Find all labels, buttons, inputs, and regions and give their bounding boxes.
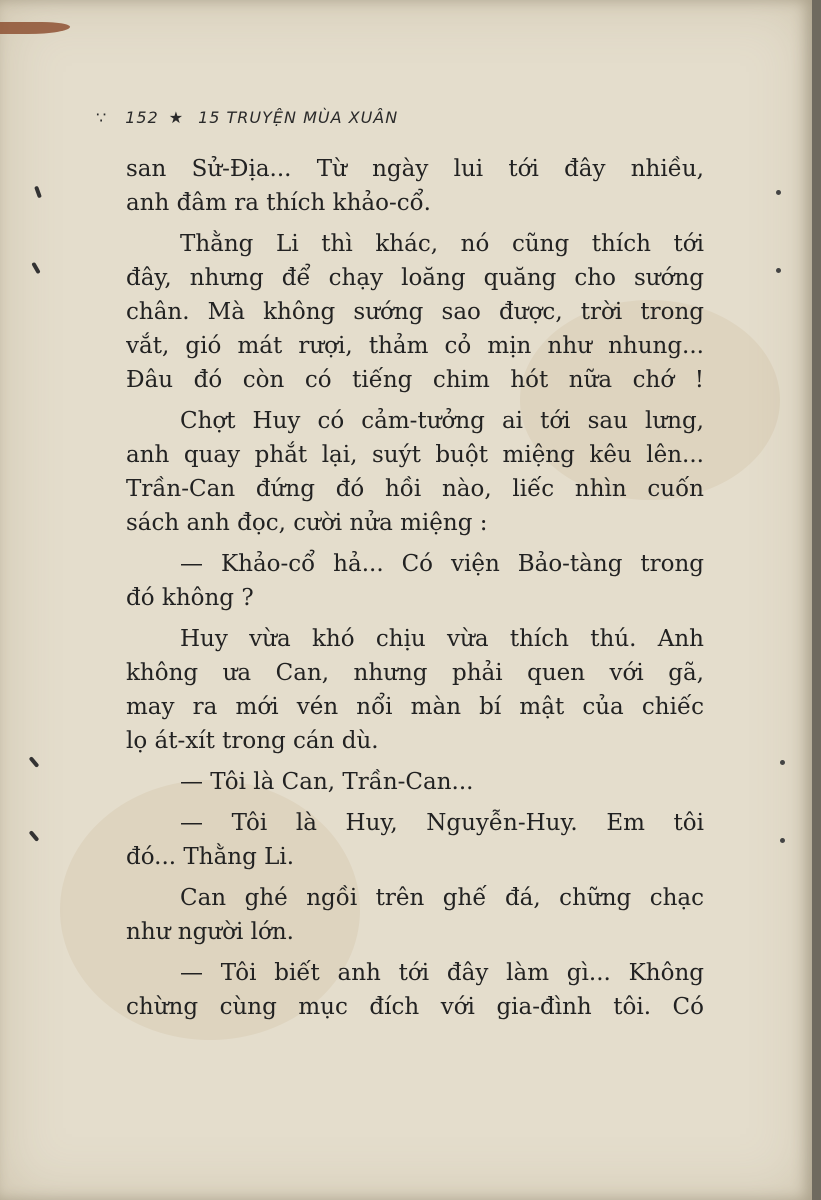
body-text (126, 152, 704, 1024)
text-line: không ưa Can, nhưng phải quen với gã, (126, 660, 704, 686)
binding-hole-dot (780, 760, 785, 765)
text-line: — Tôi là Can, Trần-Can... (180, 769, 474, 795)
text-line: lọ át-xít trong cán dù. (126, 728, 379, 754)
binding-hole-dot (780, 838, 785, 843)
text-line: Trần-Can đứng đó hồi nào, liếc nhìn cuốn (126, 476, 704, 502)
torn-corner-mark (0, 22, 70, 34)
binding-hole-mark (31, 262, 40, 274)
text-line: chân. Mà không sướng sao được, trời trong (126, 299, 704, 325)
star-icon: ★ (168, 108, 185, 127)
text-line: Đâu đó còn có tiếng chim hót nữa chớ ! (126, 367, 704, 393)
header-dots: ∵ (96, 108, 108, 127)
text-line: may ra mới vén nổi màn bí mật của chiếc (126, 694, 704, 720)
text-line: chừng cùng mục đích với gia-đình tôi. Có (126, 994, 704, 1020)
binding-hole-mark (34, 186, 42, 199)
text-line: — Tôi là Huy, Nguyễn-Huy. Em tôi (180, 810, 704, 836)
book-title: 15 TRUYỆN MÙA XUÂN (198, 108, 399, 127)
text-line: Huy vừa khó chịu vừa thích thú. Anh (180, 626, 704, 652)
text-line: đó... Thằng Li. (126, 844, 295, 870)
text-line: đây, nhưng để chạy loăng quăng cho sướng (126, 265, 704, 291)
binding-hole-mark (29, 830, 40, 842)
text-line: vắt, gió mát rượi, thảm cỏ mịn như nhung... (126, 333, 704, 359)
text-line: như người lớn. (126, 919, 294, 945)
binding-hole-mark (29, 756, 40, 768)
binding-hole-dot (776, 268, 781, 273)
text-line: anh đâm ra thích khảo-cổ. (126, 190, 431, 216)
text-line: Chợt Huy có cảm-tưởng ai tới sau lưng, (180, 408, 704, 434)
text-line: san Sử-Địa... Từ ngày lui tới đây nhiều, (126, 156, 704, 182)
binding-hole-dot (776, 190, 781, 195)
text-line: sách anh đọc, cười nửa miệng : (126, 510, 488, 536)
text-line: — Tôi biết anh tới đây làm gì... Không (180, 960, 704, 986)
text-line: Thằng Li thì khác, nó cũng thích tới (180, 231, 704, 257)
page-number: 152 (125, 108, 159, 127)
running-header (96, 108, 398, 127)
text-line: đó không ? (126, 585, 254, 611)
text-line: Can ghé ngồi trên ghế đá, chững chạc (180, 885, 704, 911)
text-line: anh quay phắt lại, suýt buột miệng kêu lên... (126, 442, 704, 468)
text-line: — Khảo-cổ hả... Có viện Bảo-tàng trong (180, 551, 704, 577)
